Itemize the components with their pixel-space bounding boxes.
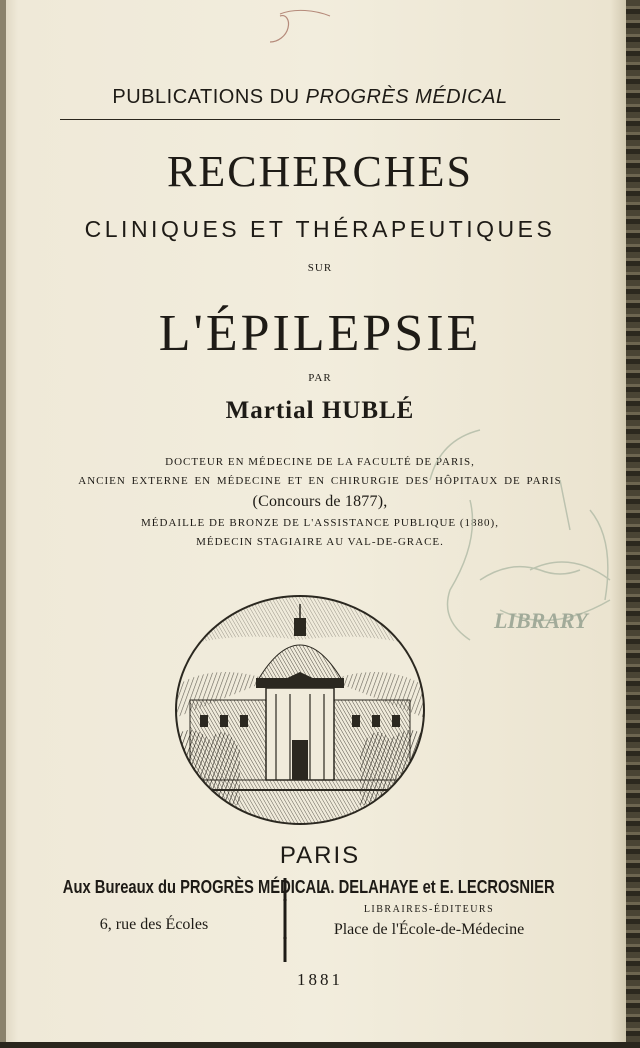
imprint-left-address: 6, rue des Écoles: [99, 916, 209, 933]
series-prefix: PUBLICATIONS DU: [112, 86, 306, 108]
imprint-left-publisher: Aux Bureaux du PROGRÈS MÉDICAL: [62, 877, 326, 897]
val-de-grace-engraving-icon: [170, 590, 430, 830]
imprint-right-role: LIBRAIRES-ÉDITEURS: [363, 904, 495, 915]
imprint-divider-icon: [282, 878, 288, 962]
author-credential-3: (Concours de 1877),: [252, 493, 388, 510]
page-bottom-edge: [0, 1042, 640, 1048]
pencil-mark-icon: [260, 6, 340, 50]
library-stamp-icon: [410, 420, 630, 660]
author-par: PAR: [308, 372, 332, 384]
series-heading: [60, 86, 560, 109]
author-credential-4: MÉDAILLE DE BRONZE DE L'ASSISTANCE PUBLIQUE (1880),: [141, 517, 499, 529]
imprint-right-publisher: A. DELAHAYE et E. LECROSNIER: [319, 877, 555, 897]
title-sur: SUR: [307, 262, 333, 274]
imprint-year: 1881: [297, 970, 343, 989]
heading-rule: [60, 119, 560, 120]
author-credential-5: MÉDECIN STAGIAIRE AU VAL-DE-GRACE.: [196, 536, 444, 548]
author-credential-1: DOCTEUR EN MÉDECINE DE LA FACULTÉ DE PARIS,: [165, 456, 475, 468]
stamp-text: LIBRARY: [494, 608, 588, 633]
imprint-city: PARIS: [279, 842, 361, 869]
imprint-left: [34, 877, 326, 934]
title-line-2: CLINIQUES ET THÉRAPEUTIQUES: [84, 216, 556, 242]
imprint-right-address: Place de l'École-de-Médecine: [333, 921, 525, 938]
imprint-right: [294, 877, 564, 939]
author-name: Martial HUBLÉ: [225, 397, 415, 424]
title-line-1: RECHERCHES: [166, 147, 474, 196]
author-credential-2: ANCIEN EXTERNE EN MÉDECINE ET EN CHIRURGIE DES HÔPITAUX DE PARIS: [78, 475, 562, 487]
series-journal: PROGRÈS MÉDICAL: [305, 86, 508, 108]
title-line-3: L'ÉPILEPSIE: [158, 305, 482, 362]
